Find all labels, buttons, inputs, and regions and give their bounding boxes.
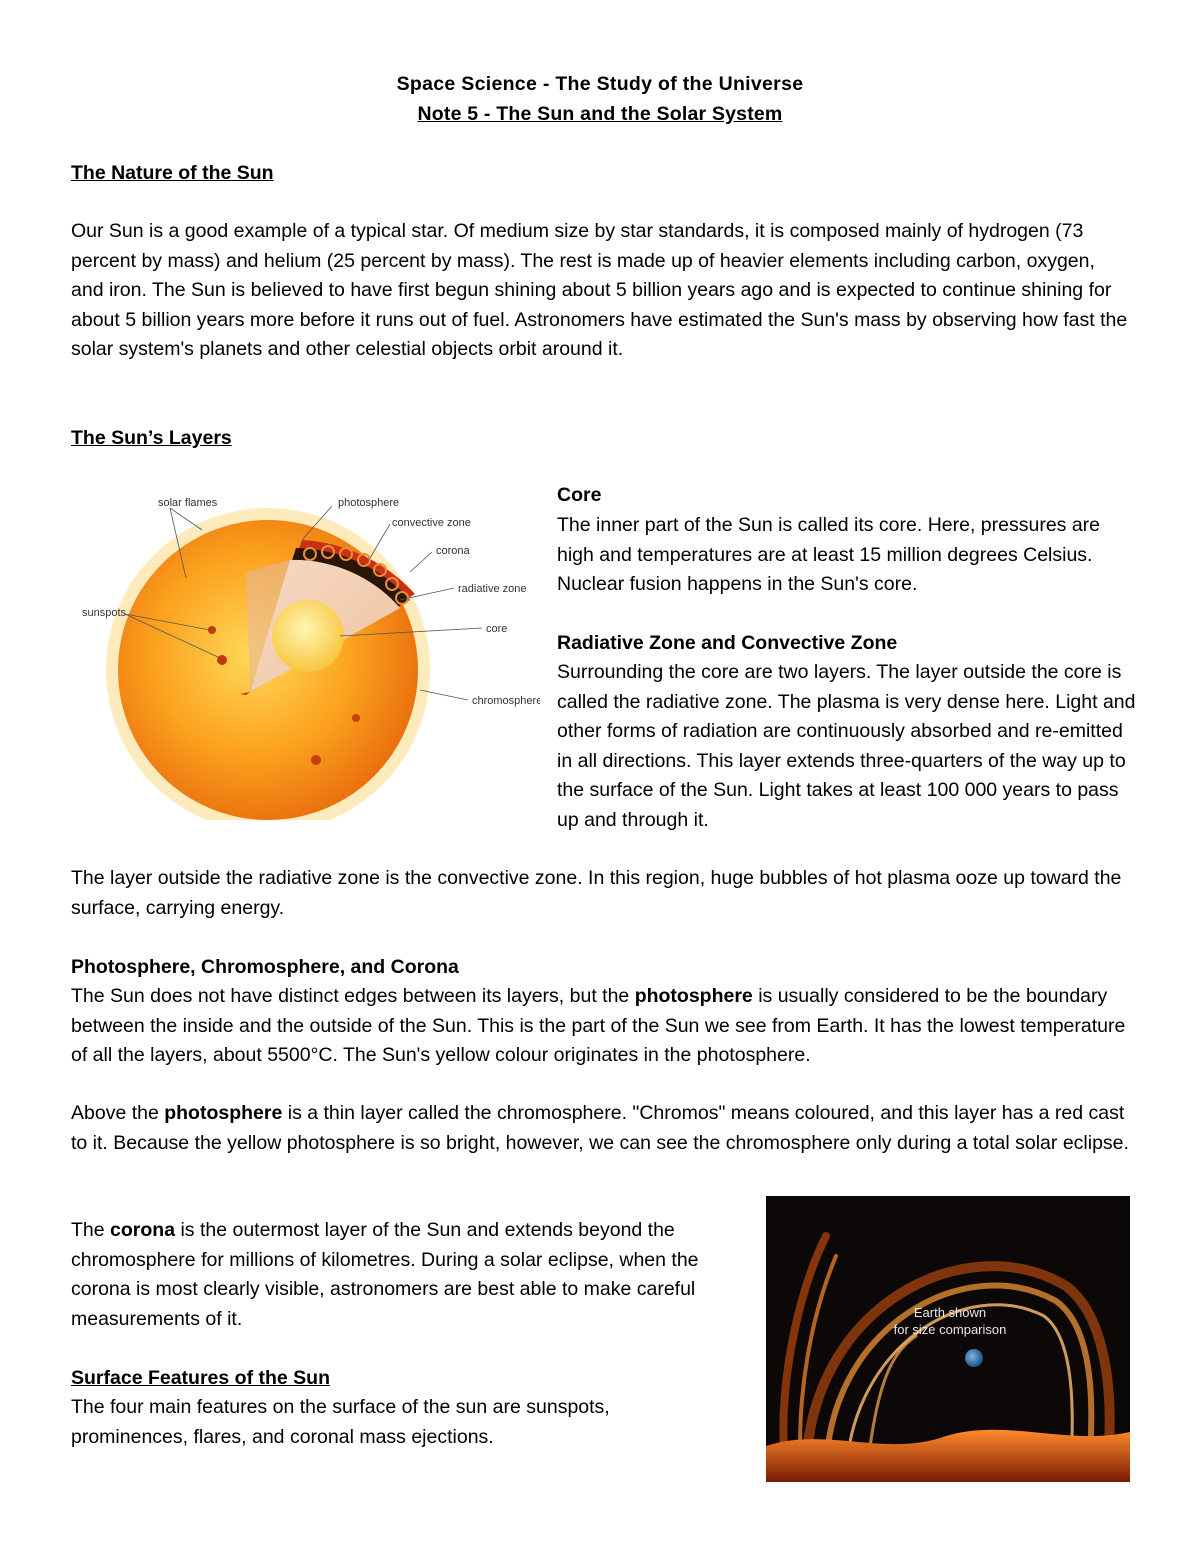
photosphere-paragraph: The Sun does not have distinct edges between its layers, but the photosphere is usually considered to be the boundary between the inside and the outside of the Sun. This is the part of the Sun we see from Earth. It has the lowest temperature of all the layers, about 5500°C. The Sun's yellow colour originates in the photosphere.	[71, 985, 1126, 1066]
label-corona: corona	[436, 545, 470, 557]
core-heading: Core	[557, 484, 602, 506]
photosphere-term: photosphere	[634, 985, 753, 1007]
label-chromosphere: chromosphere	[472, 695, 540, 707]
nature-paragraph: Our Sun is a good example of a typical star. Of medium size by star standards, it is composed mainly of hydrogen (73 percent by mass) and helium (25 percent by mass). The rest is made up of heavier elements including carbon, oxygen, and iron. The Sun is believed to have first begun shining about 5 billion years ago and is expected to continue shining for about 5 billion years more before it runs out of fuel. Astronomers have estimated the Sun's mass by observing how fast the solar system's planets and other celestial objects orbit around it.	[71, 220, 1128, 360]
corona-paragraph: The corona is the outermost layer of the Sun and extends beyond the chromosphere for millions of kilometres. During a solar eclipse, when the corona is most clearly visible, astronomers are best able to make careful measurements of it.	[71, 1219, 699, 1330]
earth-icon	[965, 1349, 983, 1367]
sunspot	[217, 655, 227, 665]
core-paragraph: The inner part of the Sun is called its core. Here, pressures are high and temperatures are at least 15 million degrees Celsius. Nuclear fusion happens in the Sun's core.	[557, 514, 1101, 595]
photosphere-term: photosphere	[164, 1102, 283, 1124]
sunspot	[352, 714, 360, 722]
label-photosphere: photosphere	[338, 497, 400, 509]
photo-caption-line-2: for size comparison	[893, 1322, 1007, 1337]
surface-paragraph: The four main features on the surface of the sun are sunspots, prominences, flares, and coronal mass ejections.	[71, 1396, 610, 1448]
convective-paragraph: The layer outside the radiative zone is the convective zone. In this region, huge bubbles of hot plasma ooze up toward the surface, carrying energy.	[71, 867, 1122, 919]
chromosphere-paragraph: Above the photosphere is a thin layer called the chromosphere. "Chromos" means coloured, and this layer has a red cast to it. Because the yellow photosphere is so bright, however, we can see the chromosphere only during a total solar eclipse.	[71, 1102, 1129, 1154]
section-heading-surface: Surface Features of the Sun	[71, 1367, 330, 1389]
sunspot	[311, 755, 321, 765]
zones-paragraph: Surrounding the core are two layers. The layer outside the core is called the radiative zone. The plasma is very dense here. Light and other forms of radiation are continuously absorbed and re-emitted in all directions. This layer extends three-quarters of the way up to the surface of the Sun. Light takes at least 100 000 years to pass up and through it.	[557, 661, 1136, 831]
zones-heading: Radiative Zone and Convective Zone	[557, 632, 898, 654]
document-subtitle: Note 5 - The Sun and the Solar System	[417, 103, 783, 125]
label-solar-flames: solar flames	[158, 497, 218, 509]
sun-layers-illustration	[70, 480, 540, 820]
label-sunspots: sunspots	[82, 607, 127, 619]
sun-layers-diagram	[70, 480, 540, 820]
section-heading-nature: The Nature of the Sun	[71, 162, 274, 184]
label-radiative-zone: radiative zone	[458, 583, 527, 595]
label-convective-zone: convective zone	[392, 517, 471, 529]
corona-term: corona	[110, 1219, 176, 1241]
solar-prominence-photo	[766, 1196, 1130, 1482]
photo-caption-line-1: Earth shown	[913, 1305, 987, 1320]
section-heading-layers: The Sun’s Layers	[71, 427, 232, 449]
label-core: core	[486, 623, 508, 635]
outer-layers-heading: Photosphere, Chromosphere, and Corona	[71, 956, 459, 978]
core	[272, 600, 344, 672]
document-title: Space Science - The Study of the Universe	[396, 73, 804, 95]
prominence-illustration	[766, 1196, 1130, 1482]
